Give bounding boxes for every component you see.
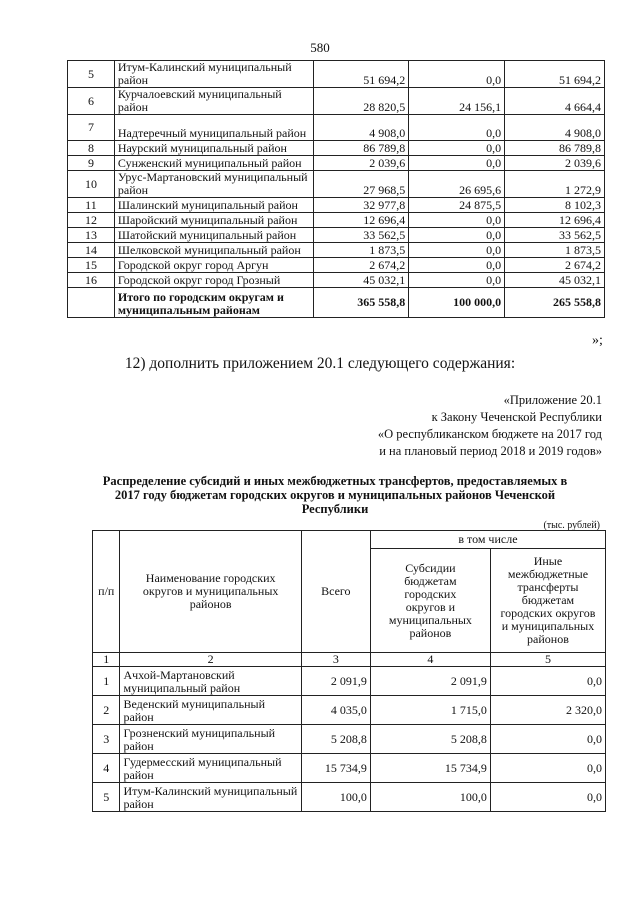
table-row xyxy=(68,273,605,288)
row-number: 12 xyxy=(68,213,115,228)
subsidies-value: 0,0 xyxy=(409,273,505,288)
row-number: 11 xyxy=(68,198,115,213)
district-name: Городской округ город Грозный xyxy=(114,273,314,288)
total-value: 86 789,8 xyxy=(314,141,409,156)
subsidies-value: 0,0 xyxy=(409,115,505,141)
header-subsidies: Субсидии бюджетам городских округов и муниципальных районов xyxy=(370,549,490,653)
district-name: Итум-Калинский муниципальный район xyxy=(114,61,314,88)
other-transfers-value: 1 272,9 xyxy=(505,171,605,198)
district-name: Шаройский муниципальный район xyxy=(114,213,314,228)
row-number: 13 xyxy=(68,228,115,243)
row-number: 2 xyxy=(93,696,120,725)
row-number: 5 xyxy=(68,61,115,88)
table-row xyxy=(68,61,605,88)
other-transfers-value: 0,0 xyxy=(490,754,605,783)
table-row xyxy=(68,198,605,213)
appendix-line: «Приложение 20.1 xyxy=(503,393,602,407)
other-transfers-value: 51 694,2 xyxy=(505,61,605,88)
other-transfers-value: 33 562,5 xyxy=(505,228,605,243)
grand-total-value: 365 558,8 xyxy=(314,288,409,318)
table-row xyxy=(68,258,605,273)
table-row xyxy=(93,783,606,812)
total-value: 5 208,8 xyxy=(301,725,370,754)
table-row xyxy=(93,696,606,725)
total-value: 4 035,0 xyxy=(301,696,370,725)
subsidies-value: 0,0 xyxy=(409,228,505,243)
row-number: 15 xyxy=(68,258,115,273)
other-transfers-value: 4 908,0 xyxy=(505,115,605,141)
subsidies-value: 0,0 xyxy=(409,258,505,273)
page-number: 580 xyxy=(310,40,330,55)
total-value: 32 977,8 xyxy=(314,198,409,213)
subsidies-value: 0,0 xyxy=(409,213,505,228)
table-row xyxy=(68,243,605,258)
table-row xyxy=(68,141,605,156)
district-name: Шелковской муниципальный район xyxy=(114,243,314,258)
subsidies-value: 0,0 xyxy=(409,61,505,88)
total-value: 45 032,1 xyxy=(314,273,409,288)
table-row xyxy=(68,115,605,141)
header-other: Иные межбюджетные трансферты бюджетам городских округов и муниципальных районов xyxy=(490,549,605,653)
header-including: в том числе xyxy=(370,531,605,549)
document-title: Распределение субсидий и иных межбюджетных трансфертов, предоставляемых в 2017 году бюджетам городских округов и муниципальных районов Чеченской Республики xyxy=(102,474,568,516)
table-row xyxy=(68,88,605,115)
total-value: 4 908,0 xyxy=(314,115,409,141)
table-row xyxy=(68,213,605,228)
other-transfers-value: 0,0 xyxy=(490,783,605,812)
column-number: 2 xyxy=(120,653,301,667)
total-value: 1 873,5 xyxy=(314,243,409,258)
row-number: 3 xyxy=(93,725,120,754)
other-transfers-value: 0,0 xyxy=(490,725,605,754)
units-label: (тыс. рублей) xyxy=(543,520,600,531)
subsidies-value: 5 208,8 xyxy=(370,725,490,754)
total-value: 33 562,5 xyxy=(314,228,409,243)
subsidies-value: 0,0 xyxy=(409,156,505,171)
table-row xyxy=(68,156,605,171)
total-label: Итого по городским округам и муниципальным районам xyxy=(114,288,314,318)
total-value: 27 968,5 xyxy=(314,171,409,198)
district-name: Городской округ город Аргун xyxy=(114,258,314,273)
district-name: Надтеречный муниципальный район xyxy=(114,115,314,141)
row-number: 6 xyxy=(68,88,115,115)
district-name: Сунженский муниципальный район xyxy=(114,156,314,171)
subsidies-value: 0,0 xyxy=(409,243,505,258)
column-number: 4 xyxy=(370,653,490,667)
other-transfers-value: 0,0 xyxy=(490,667,605,696)
district-name: Курчалоевский муниципальный район xyxy=(114,88,314,115)
grand-total-subsidies: 100 000,0 xyxy=(409,288,505,318)
district-name: Шатойский муниципальный район xyxy=(114,228,314,243)
continued-allocation-table xyxy=(67,60,605,318)
subsidies-value: 1 715,0 xyxy=(370,696,490,725)
district-name: Урус-Мартановский муниципальный район xyxy=(114,171,314,198)
subsidies-value: 24 875,5 xyxy=(409,198,505,213)
district-name: Наурский муниципальный район xyxy=(114,141,314,156)
total-value: 100,0 xyxy=(301,783,370,812)
subsidies-value: 100,0 xyxy=(370,783,490,812)
other-transfers-value: 2 674,2 xyxy=(505,258,605,273)
row-number: 5 xyxy=(93,783,120,812)
subsidies-value: 2 091,9 xyxy=(370,667,490,696)
row-number: 7 xyxy=(68,115,115,141)
total-value: 2 039,6 xyxy=(314,156,409,171)
appendix-line: к Закону Чеченской Республики xyxy=(431,410,602,424)
total-row-number xyxy=(68,288,115,318)
t2-body xyxy=(93,667,606,812)
subsidies-value: 15 734,9 xyxy=(370,754,490,783)
quote-end: »; xyxy=(592,333,603,348)
other-transfers-value: 8 102,3 xyxy=(505,198,605,213)
other-transfers-value: 12 696,4 xyxy=(505,213,605,228)
row-number: 8 xyxy=(68,141,115,156)
row-number: 10 xyxy=(68,171,115,198)
subsidies-value: 24 156,1 xyxy=(409,88,505,115)
appendix-line: «О республиканском бюджете на 2017 год xyxy=(377,427,602,441)
header-num: п/п xyxy=(93,531,120,653)
district-name: Гудермесский муниципальный район xyxy=(120,754,301,783)
allocation-table xyxy=(92,530,606,812)
table-row xyxy=(93,725,606,754)
other-transfers-value: 2 320,0 xyxy=(490,696,605,725)
district-name: Ачхой-Мартановский муниципальный район xyxy=(120,667,301,696)
grand-total-other: 265 558,8 xyxy=(505,288,605,318)
column-number: 3 xyxy=(301,653,370,667)
other-transfers-value: 45 032,1 xyxy=(505,273,605,288)
column-number: 5 xyxy=(490,653,605,667)
table-row xyxy=(68,171,605,198)
subsidies-value: 0,0 xyxy=(409,141,505,156)
total-row xyxy=(68,288,605,318)
district-name: Грозненский муниципальный район xyxy=(120,725,301,754)
other-transfers-value: 86 789,8 xyxy=(505,141,605,156)
amendment-instruction: 12) дополнить приложением 20.1 следующего содержания: xyxy=(124,355,516,372)
total-value: 28 820,5 xyxy=(314,88,409,115)
district-name: Итум-Калинский муниципальный район xyxy=(120,783,301,812)
other-transfers-value: 2 039,6 xyxy=(505,156,605,171)
header-total: Всего xyxy=(301,531,370,653)
other-transfers-value: 4 664,4 xyxy=(505,88,605,115)
t1-body xyxy=(68,61,605,318)
row-number: 9 xyxy=(68,156,115,171)
row-number: 1 xyxy=(93,667,120,696)
total-value: 2 674,2 xyxy=(314,258,409,273)
appendix-header xyxy=(378,392,602,460)
other-transfers-value: 1 873,5 xyxy=(505,243,605,258)
total-value: 2 091,9 xyxy=(301,667,370,696)
row-number: 16 xyxy=(68,273,115,288)
column-number: 1 xyxy=(93,653,120,667)
total-value: 12 696,4 xyxy=(314,213,409,228)
district-name: Веденский муниципальный район xyxy=(120,696,301,725)
subsidies-value: 26 695,6 xyxy=(409,171,505,198)
total-value: 51 694,2 xyxy=(314,61,409,88)
appendix-line: и на плановый период 2018 и 2019 годов» xyxy=(379,444,602,458)
table-row xyxy=(68,228,605,243)
total-value: 15 734,9 xyxy=(301,754,370,783)
district-name: Шалинский муниципальный район xyxy=(114,198,314,213)
row-number: 4 xyxy=(93,754,120,783)
table-row xyxy=(93,667,606,696)
table-row xyxy=(93,754,606,783)
row-number: 14 xyxy=(68,243,115,258)
header-name: Наименование городских округов и муниципальных районов xyxy=(120,531,301,653)
